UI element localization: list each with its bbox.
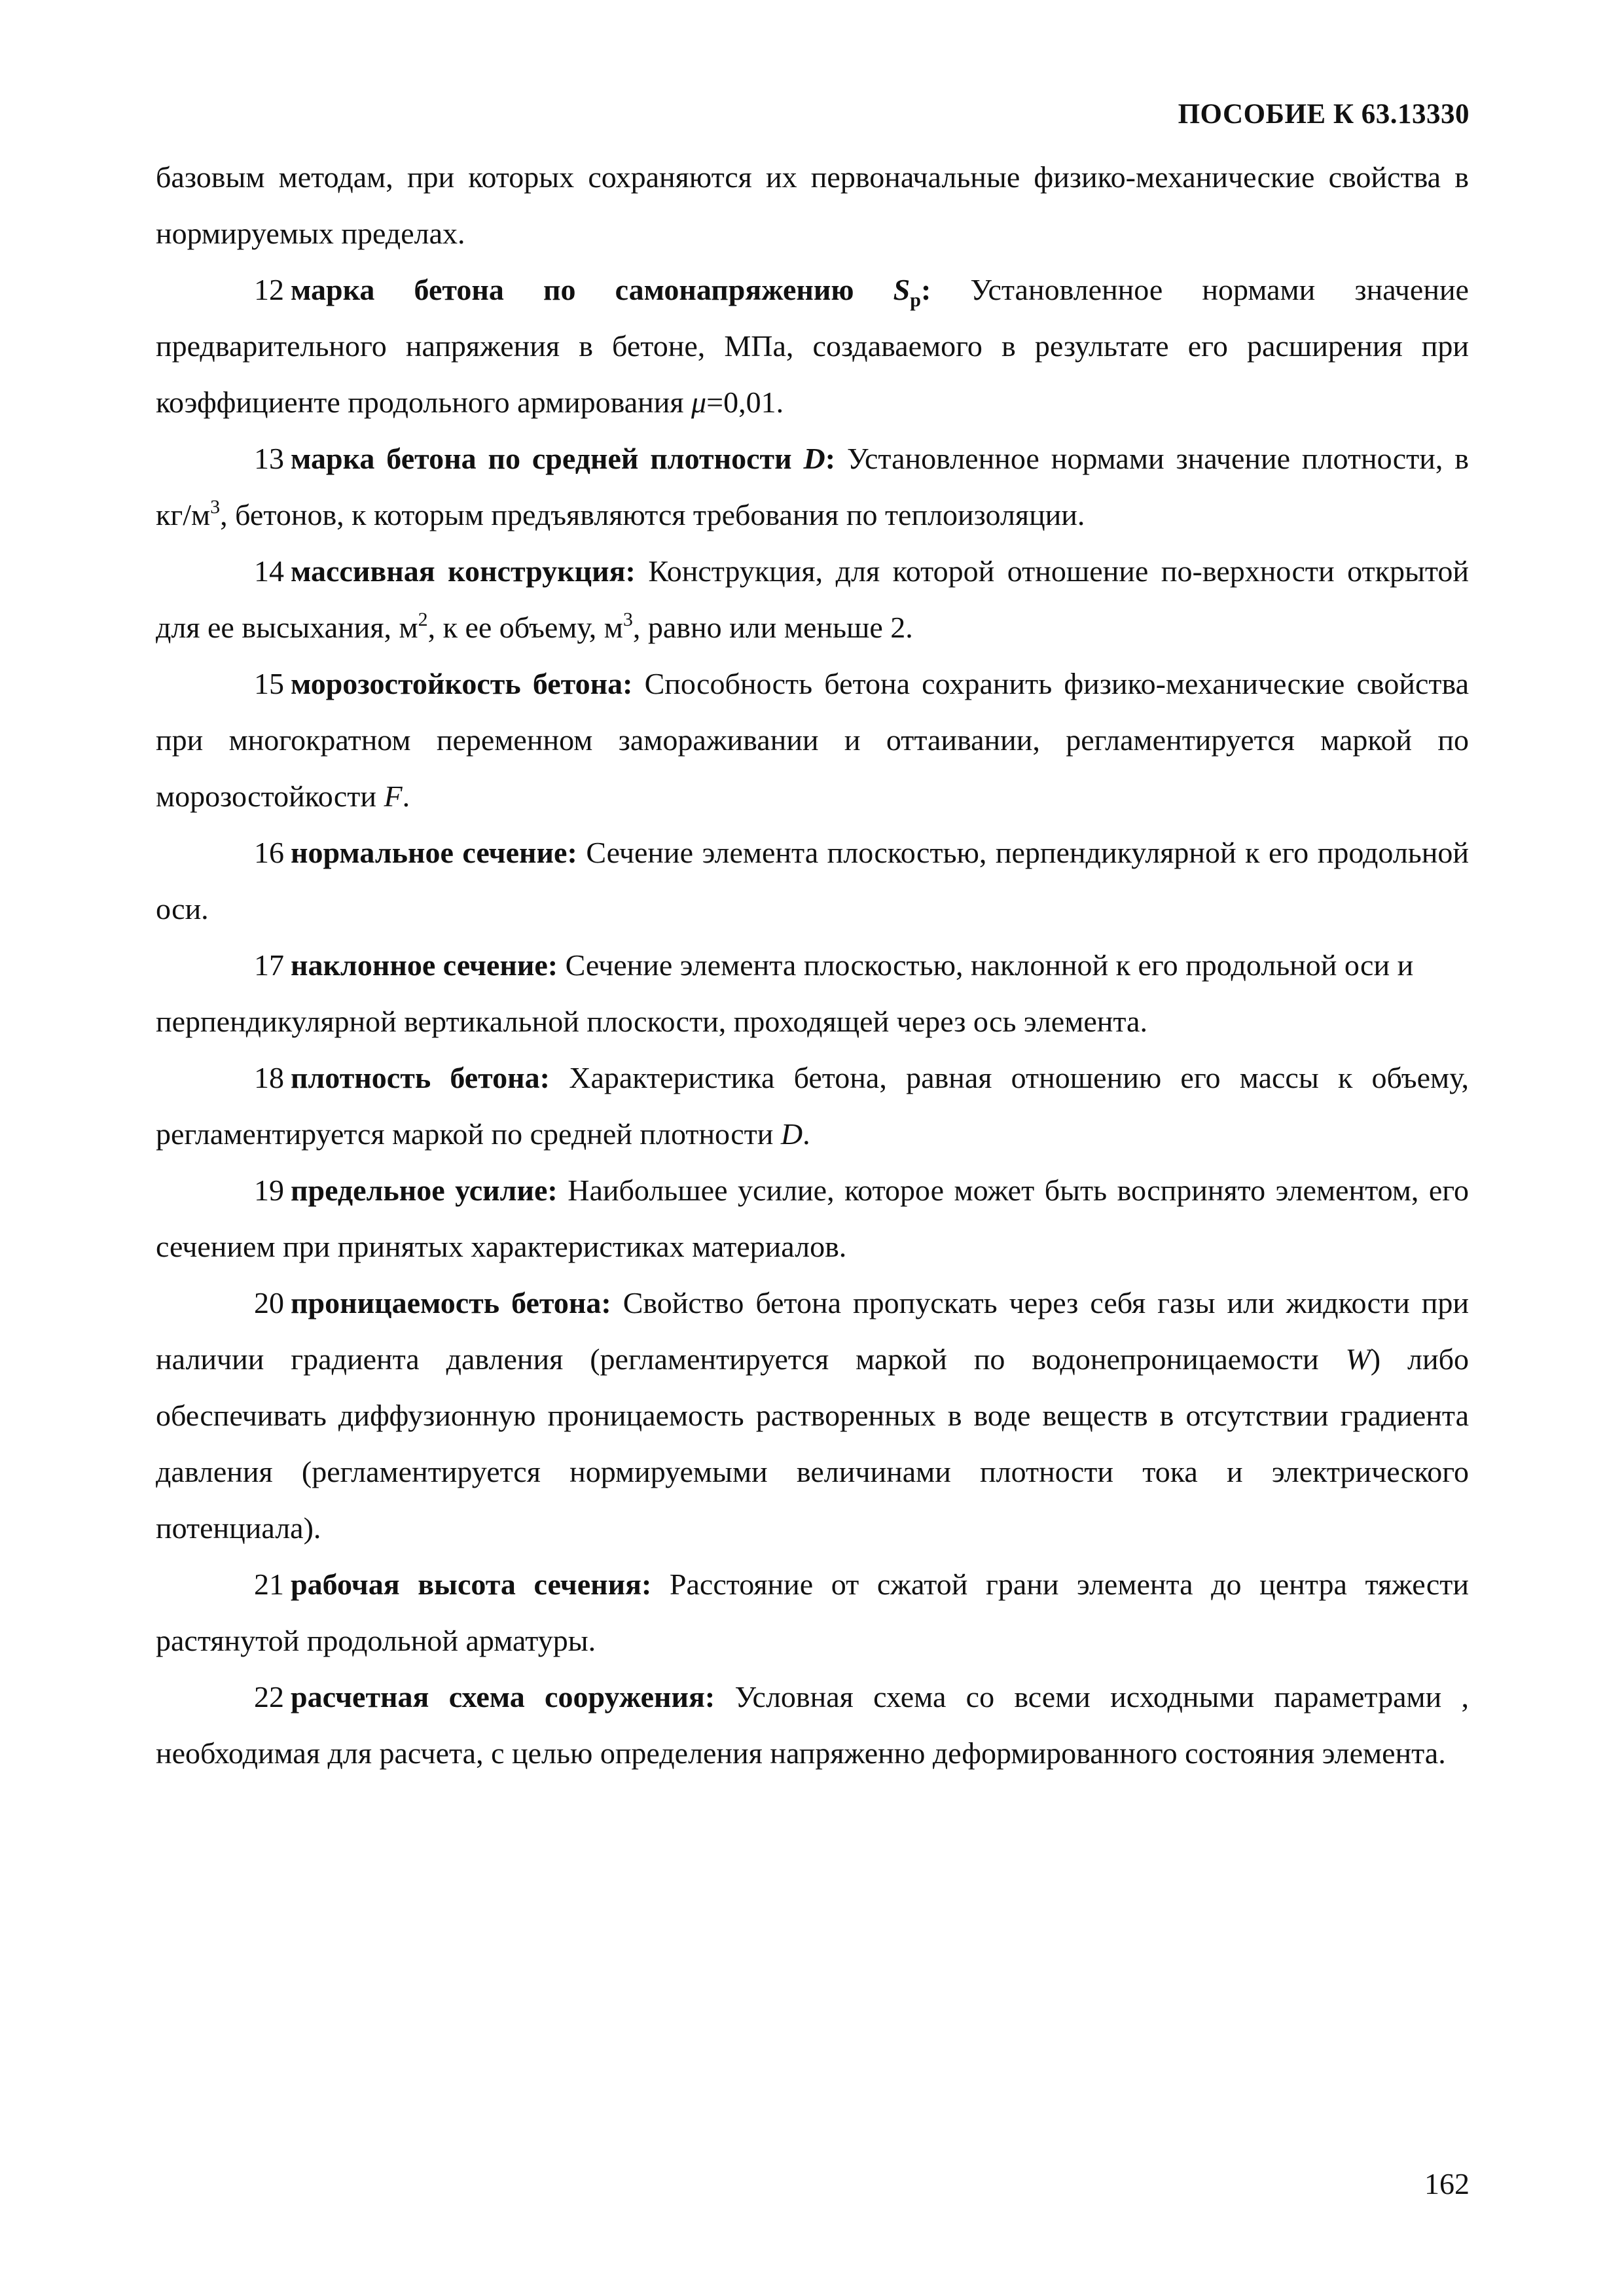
term-title: марка бетона по самонапряжению $S_p$: (291, 273, 931, 312)
term-definition: Условная схема со всеми исходными параметрами , необходимая для расчета, с целью определения напряженно деформированного состояния элемента. (156, 1680, 1469, 1770)
term-number: 12 (254, 273, 284, 306)
term-title: морозостойкость бетона: (291, 667, 633, 700)
term-title: марка бетона по средней плотности D: (291, 442, 836, 475)
term-number: 14 (254, 554, 284, 588)
term-number: 22 (254, 1680, 284, 1713)
term-15: 15 морозостойкость бетона: Способность бетона сохранить физико-механические свойства при многократном переменном замораживании и оттаивании, регламентируется маркой по морозостойкости F. (156, 667, 1469, 813)
term-title: плотность бетона: (291, 1061, 550, 1094)
term-number: 20 (254, 1286, 284, 1319)
document-body (156, 149, 1469, 1782)
term-title: предельное усилие: (291, 1174, 558, 1207)
term-17 (156, 937, 1469, 1050)
term-number: 17 (254, 948, 284, 982)
term-16 (156, 825, 1469, 937)
term-definition: Характеристика бетона, равная отношению его массы к объему, регламентируется маркой по средней плотности (156, 1061, 1470, 1151)
term-20: 20 проницаемость бетона: Свойство бетона пропускать через себя газы или жидкости при наличии градиента давления (регламентируется маркой по водонепроницаемости W) либо обеспечивать диффузионную проницаемость растворенных в воде веществ в отсутствии градиента давления (регламентируется нормируемыми величинами плотности тока и электрического потенциала). (156, 1286, 1470, 1545)
term-title: расчетная схема сооружения: (291, 1680, 715, 1713)
term-number: 16 (254, 836, 284, 869)
term-14: 14 массивная конструкция: Конструкция, для которой отношение по-верхности открытой для ее высыхания, $м^2$, к ее объему, $м^3$, равно или меньше 2. (156, 554, 1469, 644)
term-definition: Конструкция, для которой отношение по-верхности открытой для ее высыхания, м (156, 554, 1469, 644)
term-definition: Установленное нормами значение предварительного напряжения в бетоне, МПа, создаваемого в результате его расширения при коэффициенте продольного армирования (156, 273, 1469, 419)
term-18: 18 плотность бетона: Характеристика бетона, равная отношению его массы к объему, регламентируется маркой по средней плотности D. (156, 1061, 1470, 1151)
term-title: рабочая высота сечения: (291, 1568, 652, 1601)
intro-paragraph: базовым методам, при которых сохраняются их первоначальные физико-механические свойства в нормируемых пределах. (156, 160, 1469, 250)
term-definition: Сечение элемента плоскостью, наклонной к его продольной оси и перпендикулярной вертикальной плоскости, проходящей через ось элемента. (156, 948, 1414, 1038)
term-title: наклонное сечение: (291, 948, 558, 982)
term-title: проницаемость бетона: (291, 1286, 611, 1319)
document-header: ПОСОБИЕ К 63.13330 (1178, 99, 1470, 130)
term-22 (156, 1669, 1469, 1782)
term-number: 19 (254, 1174, 284, 1207)
term-title: нормальное сечение: (291, 836, 577, 869)
term-definition: Способность бетона сохранить физико-механические свойства при многократном переменном замораживании и оттаивании, регламентируется маркой по морозостойкости (156, 667, 1469, 813)
term-number: 21 (254, 1568, 284, 1601)
page-number: 162 (1424, 2167, 1470, 2200)
term-definition: Свойство бетона пропускать через себя газы или жидкости при наличии градиента давления (регламентируется маркой по водонепроницаемости (156, 1286, 1470, 1376)
term-number: 15 (254, 667, 284, 700)
term-19 (156, 1162, 1469, 1275)
term-definition: Наибольшее усилие, которое может быть воспринято элементом, его сечением при принятых характеристиках материалов. (156, 1174, 1469, 1263)
term-number: 18 (254, 1061, 284, 1094)
term-definition: Установленное нормами значение плотности, в кг/м (156, 442, 1469, 531)
term-12: 12 марка бетона по самонапряжению $S_p$: Установленное нормами значение предварительного напряжения в бетоне, МПа, создаваемого в результате его расширения при коэффициенте продольного армирования μ=0,01. (156, 273, 1469, 419)
term-definition: Сечение элемента плоскостью, перпендикулярной к его продольной оси. (156, 836, 1469, 925)
term-definition: Расстояние от сжатой грани элемента до центра тяжести растянутой продольной арматуры. (156, 1568, 1469, 1657)
term-number: 13 (254, 442, 284, 475)
term-21 (156, 1556, 1469, 1669)
term-13: 13 марка бетона по средней плотности D: Установленное нормами значение плотности, в $кг/м^3$, бетонов, к которым предъявляются требования по теплоизоляции. (156, 442, 1469, 531)
term-title: массивная конструкция: (291, 554, 636, 588)
